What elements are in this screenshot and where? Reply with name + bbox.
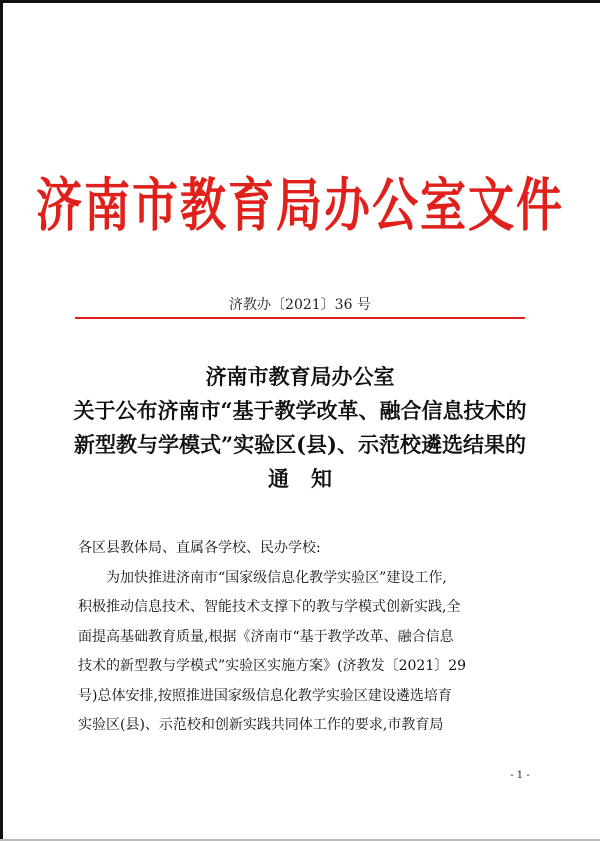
- page-number: - 1 -: [510, 770, 530, 781]
- body-line: 实验区(县)、示范校和创新实践共同体工作的要求,市教育局: [78, 717, 444, 733]
- notice-title-line-1: 济南市教育局办公室: [205, 364, 395, 389]
- body-line: 为加快推进济南市“国家级信息化教学实验区”建设工作,: [106, 569, 447, 586]
- body-line: 积极推动信息技术、智能技术支撑下的教与学模式创新实践,全: [78, 599, 461, 615]
- notice-title: [0, 360, 600, 496]
- document-header-title: 济南市教育局办公室文件: [36, 171, 564, 239]
- red-divider-line: [75, 317, 525, 319]
- body-line: 面提高基础教育质量,根据《济南市“基于教学改革、融合信息: [78, 628, 454, 645]
- page-border-top: [0, 0, 600, 3]
- body-line: 号)总体安排,按照推进国家级信息化教学实验区建设遴选培育: [78, 687, 452, 704]
- notice-title-line-4: 通知: [268, 466, 354, 491]
- notice-title-line-3: 新型教与学模式”实验区(县)、示范校遴选结果的: [74, 432, 526, 457]
- document-body: [78, 534, 526, 741]
- notice-title-line-2: 关于公布济南市“基于教学改革、融合信息技术的: [73, 398, 527, 423]
- document-number: 济教办〔2021〕36 号: [229, 297, 371, 313]
- addressee: 各区县教体局、直属各学校、民办学校:: [78, 540, 321, 556]
- body-line: 技术的新型教与学模式”实验区实施方案》(济教发〔2021〕29: [78, 658, 467, 674]
